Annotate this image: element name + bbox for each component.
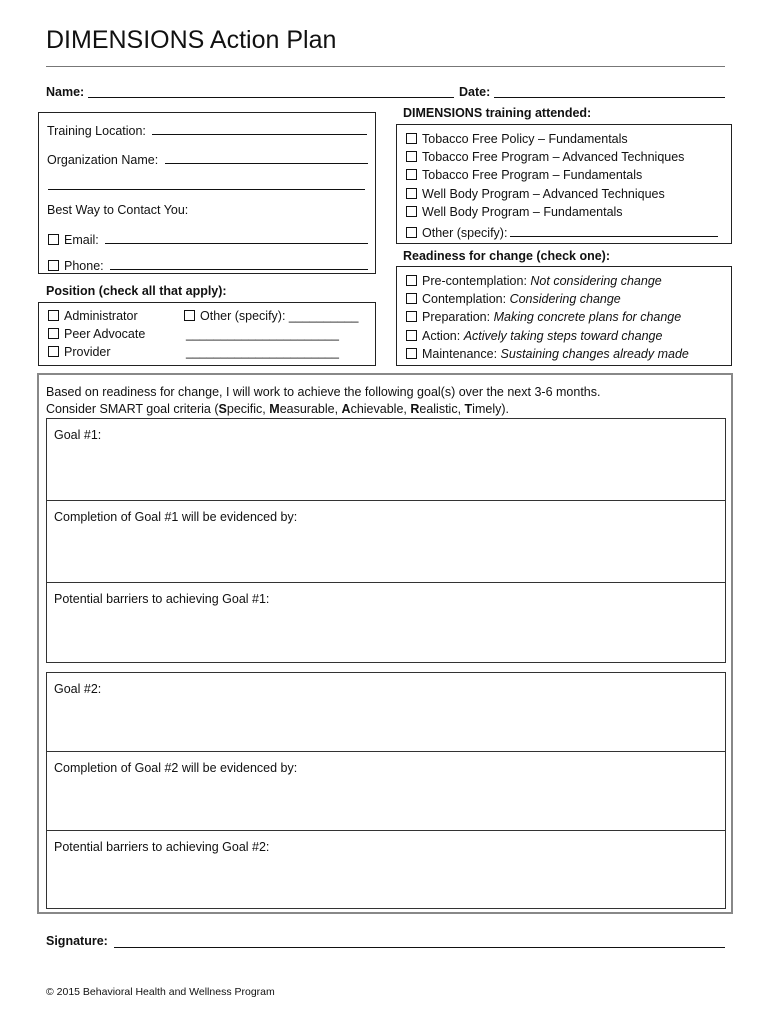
peer-advocate-checkbox[interactable] xyxy=(48,328,59,339)
training-checkbox[interactable] xyxy=(406,151,417,162)
training-other-field[interactable] xyxy=(510,223,718,237)
training-other-checkbox[interactable] xyxy=(406,227,417,238)
best-way-label: Best Way to Contact You: xyxy=(47,203,189,217)
contact-box xyxy=(38,112,376,274)
goal-1-field[interactable]: Goal #1: xyxy=(47,419,725,501)
page-title: DIMENSIONS Action Plan xyxy=(46,26,337,54)
readiness-box xyxy=(396,266,732,366)
training-option-label: Tobacco Free Program – Advanced Techniques xyxy=(422,150,685,164)
goal-1-barriers-field[interactable]: Potential barriers to achieving Goal #1: xyxy=(54,592,270,606)
training-option-label: Tobacco Free Policy – Fundamentals xyxy=(422,132,628,146)
readiness-desc: Making concrete plans for change xyxy=(493,310,682,324)
organization-name-extra-line[interactable] xyxy=(48,176,365,190)
goal-2-table xyxy=(46,672,726,909)
readiness-stage: Preparation: xyxy=(422,310,491,324)
training-location-field[interactable] xyxy=(152,121,367,135)
goals-section xyxy=(37,373,733,914)
position-option-label: Peer Advocate xyxy=(64,327,146,341)
readiness-checkbox[interactable] xyxy=(406,311,417,322)
signature-field[interactable] xyxy=(114,934,725,948)
readiness-stage: Action: xyxy=(422,329,461,343)
readiness-checkbox[interactable] xyxy=(406,275,417,286)
training-option-label: Tobacco Free Program – Fundamentals xyxy=(422,168,643,182)
readiness-checkbox[interactable] xyxy=(406,293,417,304)
training-checkbox[interactable] xyxy=(406,206,417,217)
name-field[interactable] xyxy=(88,84,454,98)
training-option-label: Well Body Program – Advanced Techniques xyxy=(422,187,665,201)
phone-label: Phone: xyxy=(64,259,104,273)
date-field[interactable] xyxy=(494,84,725,98)
phone-field[interactable] xyxy=(110,256,368,270)
goals-intro-line2: Consider SMART goal criteria (Specific, Measurable, Achievable, Realistic, Timely). xyxy=(46,402,509,416)
position-option-label: Administrator xyxy=(64,309,138,323)
other-position-line-2[interactable]: ______________________ xyxy=(186,345,339,359)
other-position-checkbox[interactable] xyxy=(184,310,195,321)
goal-2-evidence-field[interactable]: Completion of Goal #2 will be evidenced by: xyxy=(47,752,725,831)
readiness-stage: Maintenance: xyxy=(422,347,498,361)
training-checkbox[interactable] xyxy=(406,188,417,199)
readiness-checkbox[interactable] xyxy=(406,348,417,359)
readiness-stage: Contemplation: xyxy=(422,292,507,306)
training-option-label: Other (specify): xyxy=(422,226,508,240)
organization-name-field[interactable] xyxy=(165,150,368,164)
goal-1-evidence-field[interactable]: Completion of Goal #1 will be evidenced by: xyxy=(47,501,725,583)
readiness-desc: Considering change xyxy=(509,292,621,306)
position-option-label: Provider xyxy=(64,345,111,359)
provider-checkbox[interactable] xyxy=(48,346,59,357)
readiness-desc: Sustaining changes already made xyxy=(500,347,689,361)
email-field[interactable] xyxy=(105,230,368,244)
signature-label: Signature: xyxy=(46,934,108,948)
other-position-line-1[interactable]: ______________________ xyxy=(186,327,339,341)
name-label: Name: xyxy=(46,85,85,99)
other-position-field[interactable]: __________ xyxy=(288,309,359,323)
goal-2-field[interactable]: Goal #2: xyxy=(47,673,725,752)
readiness-desc: Not considering change xyxy=(530,274,662,288)
title-divider xyxy=(46,66,725,67)
training-heading: DIMENSIONS training attended: xyxy=(403,106,592,120)
date-label: Date: xyxy=(459,85,491,99)
position-option-label: Other (specify): xyxy=(200,309,286,323)
footer-copyright: © 2015 Behavioral Health and Wellness Program xyxy=(46,986,275,998)
position-box xyxy=(38,302,376,366)
training-box xyxy=(396,124,732,244)
organization-name-label: Organization Name: xyxy=(47,153,159,167)
phone-checkbox[interactable] xyxy=(48,260,59,271)
goals-intro-line1: Based on readiness for change, I will work to achieve the following goal(s) over the next 3-6 months. xyxy=(46,385,601,399)
goal-1-table xyxy=(46,418,726,663)
readiness-heading: Readiness for change (check one): xyxy=(403,249,611,263)
goal-2-barriers-field[interactable]: Potential barriers to achieving Goal #2: xyxy=(54,840,270,854)
email-checkbox[interactable] xyxy=(48,234,59,245)
administrator-checkbox[interactable] xyxy=(48,310,59,321)
training-checkbox[interactable] xyxy=(406,133,417,144)
readiness-desc: Actively taking steps toward change xyxy=(463,329,663,343)
email-label: Email: xyxy=(64,233,99,247)
readiness-checkbox[interactable] xyxy=(406,330,417,341)
position-heading: Position (check all that apply): xyxy=(46,284,227,298)
readiness-stage: Pre-contemplation: xyxy=(422,274,527,288)
training-location-label: Training Location: xyxy=(47,124,146,138)
training-checkbox[interactable] xyxy=(406,169,417,180)
training-option-label: Well Body Program – Fundamentals xyxy=(422,205,623,219)
